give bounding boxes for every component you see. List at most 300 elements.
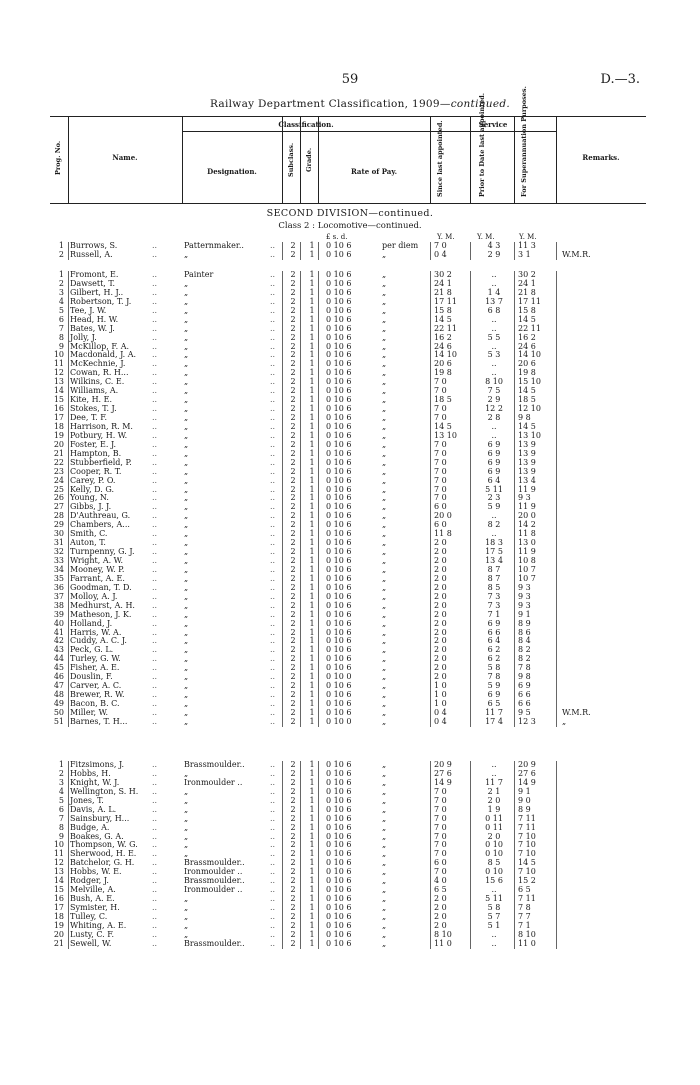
cell-superannuation: 7 10	[518, 840, 536, 850]
cell-prior: 11 7	[485, 707, 503, 717]
cell-prior: 0 10	[485, 849, 503, 859]
leader-dots: ..	[152, 618, 158, 628]
cell-superannuation: 9 1	[518, 609, 531, 619]
cell-grade: 1	[309, 654, 315, 664]
cell-designation: „	[184, 804, 189, 814]
leader-dots: ..	[152, 627, 158, 637]
cell-since-last: 24 1	[434, 278, 452, 288]
cell-designation: „	[184, 413, 189, 422]
cell-since-last: 7 0	[434, 377, 447, 387]
cell-name: Lusty, C. F.	[70, 929, 115, 939]
cell-prog-no: 14	[53, 386, 64, 396]
cell-prior: 8 10	[485, 377, 503, 387]
cell-rate: 0 10 6	[326, 314, 352, 324]
cell-prior: ..	[491, 430, 497, 440]
leader-dots: ..	[152, 760, 158, 769]
column-rule	[68, 271, 69, 727]
cell-since-last: 18 5	[434, 395, 452, 405]
cell-name: Davis, A. L.	[70, 804, 117, 814]
cell-subclass: 2	[290, 804, 296, 814]
cell-since-last: 1 0	[434, 699, 447, 708]
cell-rate: 0 10 0	[326, 672, 352, 682]
cell-name: McKillop, F. A.	[70, 341, 130, 351]
cell-prog-no: 30	[53, 529, 64, 539]
cell-rate: 0 10 6	[326, 600, 352, 610]
cell-since-last: 14 5	[434, 314, 452, 324]
cell-since-last: 19 8	[434, 368, 452, 378]
leader-dots: ..	[270, 278, 276, 288]
leader-dots: ..	[152, 249, 158, 259]
cell-designation: Brassmoulder..	[184, 760, 245, 769]
cell-name: Young, N.	[70, 493, 109, 503]
cell-rate-unit: „	[382, 716, 387, 726]
cell-name: Symister, H.	[70, 903, 120, 912]
cell-superannuation: 7 8	[518, 903, 531, 912]
cell-prior: 4 3	[487, 241, 501, 250]
cell-grade: 1	[309, 591, 315, 601]
cell-since-last: 7 0	[434, 849, 447, 859]
cell-since-last: 7 0	[434, 493, 447, 503]
cell-subclass: 2	[290, 618, 296, 628]
cell-prog-no: 11	[53, 359, 64, 369]
cell-prog-no: 10	[53, 840, 64, 850]
leader-dots: ..	[270, 858, 276, 868]
cell-rate-unit: „	[382, 777, 387, 787]
cell-superannuation: 8 9	[518, 618, 531, 628]
cell-subclass: 2	[290, 421, 296, 431]
cell-rate: 0 10 6	[326, 885, 352, 895]
leader-dots: ..	[152, 903, 158, 912]
leader-dots: ..	[270, 573, 276, 583]
cell-rate: 0 10 6	[326, 699, 352, 708]
cell-subclass: 2	[290, 484, 296, 494]
cell-designation: „	[184, 287, 189, 297]
cell-subclass: 2	[290, 466, 296, 476]
cell-prog-no: 16	[53, 404, 64, 414]
cell-subclass: 2	[290, 760, 296, 769]
cell-prog-no: 27	[53, 502, 64, 512]
cell-since-last: 2 0	[434, 627, 447, 637]
cell-name: Russell, A.	[70, 249, 113, 259]
leader-dots: ..	[270, 538, 276, 548]
cell-designation: „	[184, 520, 189, 530]
cell-rate-unit: „	[382, 618, 387, 628]
cell-rate: 0 10 6	[326, 786, 352, 796]
cell-grade: 1	[309, 475, 315, 485]
cell-since-last: 6 0	[434, 858, 447, 868]
leader-dots: ..	[152, 241, 158, 250]
leader-dots: ..	[152, 564, 158, 574]
cell-grade: 1	[309, 768, 315, 778]
cell-rate: 0 10 6	[326, 457, 352, 467]
leader-dots: ..	[270, 556, 276, 565]
cell-prior: ..	[491, 341, 497, 351]
cell-prior: 2 0	[487, 795, 501, 805]
cell-prior: 6 9	[487, 618, 501, 628]
cell-since-last: 13 10	[434, 430, 457, 440]
leader-dots: ..	[270, 386, 276, 396]
cell-designation: „	[184, 332, 189, 342]
cell-designation: „	[184, 840, 189, 850]
cell-prog-no: 13	[53, 867, 64, 877]
cell-rate: 0 10 6	[326, 350, 352, 360]
cell-since-last: 11 0	[434, 938, 452, 948]
cell-rate: 0 10 6	[326, 493, 352, 503]
cell-name: Gibbs, J. J.	[70, 502, 112, 512]
cell-rate: 0 10 6	[326, 849, 352, 859]
cell-designation: „	[184, 359, 189, 369]
cell-grade: 1	[309, 609, 315, 619]
cell-prior: ..	[491, 359, 497, 369]
cell-superannuation: 9 1	[518, 786, 531, 796]
cell-prog-no: 14	[53, 876, 64, 886]
cell-since-last: 2 0	[434, 894, 447, 904]
leader-dots: ..	[270, 627, 276, 637]
cell-prog-no: 29	[53, 520, 64, 530]
leader-dots: ..	[152, 573, 158, 583]
cell-subclass: 2	[290, 332, 296, 342]
leader-dots: ..	[270, 690, 276, 700]
cell-superannuation: 16 2	[518, 332, 536, 342]
leader-dots: ..	[270, 716, 276, 726]
cell-since-last: 2 0	[434, 618, 447, 628]
cell-subclass: 2	[290, 564, 296, 574]
leader-dots: ..	[152, 849, 158, 859]
cell-since-last: 2 0	[434, 547, 447, 557]
cell-rate: 0 10 6	[326, 627, 352, 637]
cell-prior: 5 8	[487, 903, 501, 912]
cell-prog-no: 33	[53, 556, 64, 565]
cell-name: Carey, P. O.	[70, 475, 116, 485]
cell-rate: 0 10 6	[326, 681, 352, 691]
cell-name: Cowan, R. H...	[70, 368, 129, 378]
cell-prog-no: 3	[58, 287, 64, 297]
class-title: Class 2 : Locomotive—continued.	[278, 221, 422, 231]
cell-rate-unit: „	[382, 359, 387, 369]
leader-dots: ..	[152, 547, 158, 557]
cell-subclass: 2	[290, 547, 296, 557]
leader-dots: ..	[270, 413, 276, 422]
cell-prog-no: 18	[53, 911, 64, 921]
cell-subclass: 2	[290, 502, 296, 512]
cell-designation: „	[184, 457, 189, 467]
cell-rate: 0 10 6	[326, 241, 352, 250]
cell-subclass: 2	[290, 395, 296, 405]
cell-since-last: 17 11	[434, 296, 457, 306]
cell-rate-unit: „	[382, 911, 387, 921]
cell-rate: 0 10 6	[326, 903, 352, 912]
cell-prog-no: 16	[53, 894, 64, 904]
cell-subclass: 2	[290, 529, 296, 539]
cell-name: Miller, W.	[70, 707, 108, 717]
cell-prog-no: 35	[53, 573, 64, 583]
cell-designation: „	[184, 636, 189, 646]
cell-prior: 12 2	[485, 404, 503, 414]
cell-prior: ..	[491, 929, 497, 939]
cell-rate-unit: „	[382, 813, 387, 823]
cell-designation: „	[184, 786, 189, 796]
cell-since-last: 14 5	[434, 421, 452, 431]
cell-rate-unit: „	[382, 341, 387, 351]
cell-prior: 6 8	[487, 305, 501, 315]
cell-designation: „	[184, 672, 189, 682]
cell-prior: 1 9	[487, 804, 501, 814]
cell-superannuation: 8 10	[518, 929, 536, 939]
leader-dots: ..	[270, 938, 276, 948]
cell-subclass: 2	[290, 600, 296, 610]
cell-designation: „	[184, 716, 189, 726]
leader-dots: ..	[152, 813, 158, 823]
cell-prior: 8 2	[487, 520, 501, 530]
column-rule	[300, 242, 301, 260]
header-service: Service	[478, 120, 508, 129]
cell-grade: 1	[309, 813, 315, 823]
cell-designation: „	[184, 911, 189, 921]
cell-name: Wright, A. W.	[70, 556, 124, 565]
cell-superannuation: 24 6	[518, 341, 536, 351]
cell-superannuation: 10 7	[518, 573, 536, 583]
leader-dots: ..	[152, 672, 158, 682]
cell-rate: 0 10 6	[326, 618, 352, 628]
cell-name: Brewer, R. W.	[70, 690, 125, 700]
leader-dots: ..	[152, 377, 158, 387]
cell-prog-no: 4	[58, 786, 64, 796]
cell-rate-unit: „	[382, 332, 387, 342]
cell-prior: 0 11	[485, 822, 503, 832]
cell-rate: 0 10 6	[326, 305, 352, 315]
cell-name: Chambers, A...	[70, 520, 130, 530]
cell-name: Auton, T.	[70, 538, 106, 548]
cell-designation: „	[184, 564, 189, 574]
cell-subclass: 2	[290, 413, 296, 422]
cell-since-last: 7 0	[434, 439, 447, 449]
cell-rate-unit: „	[382, 484, 387, 494]
cell-name: Melville, A.	[70, 885, 116, 895]
cell-grade: 1	[309, 876, 315, 886]
cell-prog-no: 22	[53, 457, 64, 467]
cell-grade: 1	[309, 929, 315, 939]
cell-prog-no: 36	[53, 582, 64, 592]
cell-rate: 0 10 6	[326, 556, 352, 565]
cell-grade: 1	[309, 804, 315, 814]
cell-prior: 5 3	[487, 350, 501, 360]
cell-subclass: 2	[290, 556, 296, 565]
cell-designation: „	[184, 314, 189, 324]
cell-superannuation: 7 1	[518, 920, 531, 930]
cell-name: Kite, H. E.	[70, 395, 113, 405]
cell-superannuation: 9 8	[518, 672, 531, 682]
leader-dots: ..	[152, 448, 158, 458]
cell-grade: 1	[309, 439, 315, 449]
cell-prior: 7 8	[487, 672, 501, 682]
cell-name: D'Authreau, G.	[70, 511, 131, 521]
cell-since-last: 7 0	[434, 840, 447, 850]
cell-name: Jones, T.	[70, 795, 104, 805]
cell-since-last: 2 0	[434, 600, 447, 610]
cell-rate-unit: „	[382, 600, 387, 610]
cell-prog-no: 44	[53, 654, 64, 664]
cell-prior: 13 4	[485, 556, 503, 565]
leader-dots: ..	[270, 305, 276, 315]
cell-designation: „	[184, 645, 189, 655]
cell-prior: 6 9	[487, 439, 501, 449]
cell-prog-no: 39	[53, 609, 64, 619]
cell-rate-unit: „	[382, 831, 387, 841]
cell-name: Cuddy, A. C. J.	[70, 636, 127, 646]
cell-prior: 6 9	[487, 448, 501, 458]
cell-subclass: 2	[290, 636, 296, 646]
cell-prog-no: 5	[58, 305, 64, 315]
cell-designation: „	[184, 278, 189, 288]
leader-dots: ..	[152, 716, 158, 726]
cell-prog-no: 15	[53, 885, 64, 895]
cell-since-last: 2 0	[434, 663, 447, 673]
cell-rate-unit: „	[382, 582, 387, 592]
cell-grade: 1	[309, 547, 315, 557]
cell-rate: 0 10 6	[326, 768, 352, 778]
cell-since-last: 2 0	[434, 911, 447, 921]
cell-subclass: 2	[290, 538, 296, 548]
cell-name: Harrison, R. M.	[70, 421, 133, 431]
cell-rate: 0 10 6	[326, 894, 352, 904]
leader-dots: ..	[270, 475, 276, 485]
column-rule	[318, 242, 319, 260]
cell-designation: Ironmoulder ..	[184, 777, 243, 787]
cell-subclass: 2	[290, 249, 296, 259]
header-classification: Classification.	[278, 120, 334, 129]
cell-since-last: 8 10	[434, 929, 452, 939]
cell-rate: 0 10 6	[326, 323, 352, 333]
cell-prior: 2 9	[487, 249, 501, 259]
cell-prior: 7 1	[487, 609, 501, 619]
cell-prior: 0 10	[485, 840, 503, 850]
cell-superannuation: 8 6	[518, 627, 531, 637]
cell-prog-no: 47	[53, 681, 64, 691]
cell-name: Bates, W. J.	[70, 323, 115, 333]
cell-grade: 1	[309, 287, 315, 297]
cell-rate-unit: „	[382, 314, 387, 324]
cell-since-last: 2 0	[434, 903, 447, 912]
leader-dots: ..	[152, 822, 158, 832]
cell-subclass: 2	[290, 867, 296, 877]
cell-prior: 8 5	[487, 582, 501, 592]
leader-dots: ..	[152, 840, 158, 850]
cell-name: Burrows, S.	[70, 241, 118, 250]
cell-designation: „	[184, 395, 189, 405]
cell-since-last: 7 0	[434, 795, 447, 805]
cell-designation: Brassmoulder..	[184, 876, 245, 886]
cell-prog-no: 38	[53, 600, 64, 610]
column-rule	[68, 761, 69, 949]
cell-subclass: 2	[290, 681, 296, 691]
cell-since-last: 22 11	[434, 323, 457, 333]
cell-rate-unit: „	[382, 296, 387, 306]
cell-prog-no: 2	[58, 249, 64, 259]
leader-dots: ..	[270, 249, 276, 259]
cell-grade: 1	[309, 395, 315, 405]
cell-grade: 1	[309, 484, 315, 494]
cell-since-last: 0 4	[434, 249, 447, 259]
cell-prog-no: 49	[53, 699, 64, 708]
cell-since-last: 7 0	[434, 867, 447, 877]
cell-rate-unit: „	[382, 627, 387, 637]
cell-superannuation: 7 10	[518, 867, 536, 877]
cell-subclass: 2	[290, 341, 296, 351]
cell-grade: 1	[309, 849, 315, 859]
cell-rate-unit: „	[382, 368, 387, 378]
cell-superannuation: 14 5	[518, 858, 536, 868]
cell-prior: 13 7	[485, 296, 503, 306]
cell-designation: „	[184, 386, 189, 396]
leader-dots: ..	[270, 457, 276, 467]
cell-prog-no: 24	[53, 475, 64, 485]
cell-name: Bacon, B. C.	[70, 699, 120, 708]
cell-rate: 0 10 6	[326, 359, 352, 369]
cell-rate-unit: „	[382, 520, 387, 530]
cell-name: Mooney, W. P.	[70, 564, 125, 574]
column-rule	[470, 271, 471, 727]
cell-grade: 1	[309, 663, 315, 673]
cell-superannuation: 20 0	[518, 511, 536, 521]
cell-superannuation: 14 5	[518, 314, 536, 324]
cell-rate: 0 10 6	[326, 511, 352, 521]
leader-dots: ..	[270, 795, 276, 805]
cell-grade: 1	[309, 627, 315, 637]
leader-dots: ..	[152, 777, 158, 787]
leader-dots: ..	[270, 636, 276, 646]
cell-superannuation: 7 11	[518, 822, 536, 832]
cell-superannuation: 20 9	[518, 760, 536, 769]
leader-dots: ..	[152, 520, 158, 530]
cell-prior: 6 9	[487, 457, 501, 467]
cell-prior: ..	[491, 511, 497, 521]
cell-grade: 1	[309, 323, 315, 333]
column-rule	[514, 761, 515, 949]
cell-grade: 1	[309, 760, 315, 769]
cell-rate: 0 10 6	[326, 547, 352, 557]
cell-rate-unit: „	[382, 404, 387, 414]
cell-grade: 1	[309, 858, 315, 868]
leader-dots: ..	[270, 484, 276, 494]
cell-rate-unit: „	[382, 690, 387, 700]
cell-designation: „	[184, 421, 189, 431]
cell-superannuation: 15 2	[518, 876, 536, 886]
cell-superannuation: 10 7	[518, 564, 536, 574]
column-rule	[514, 242, 515, 260]
cell-rate: 0 10 6	[326, 386, 352, 396]
cell-name: Hampton, B.	[70, 448, 122, 458]
leader-dots: ..	[152, 591, 158, 601]
cell-rate-unit: „	[382, 591, 387, 601]
cell-subclass: 2	[290, 645, 296, 655]
cell-rate: 0 10 6	[326, 911, 352, 921]
cell-rate: 0 10 6	[326, 484, 352, 494]
cell-rate-unit: „	[382, 849, 387, 859]
leader-dots: ..	[270, 894, 276, 904]
cell-name: Robertson, T. J.	[70, 296, 132, 306]
leader-dots: ..	[270, 707, 276, 717]
cell-rate: 0 10 6	[326, 529, 352, 539]
cell-prior: ..	[491, 768, 497, 778]
cell-designation: „	[184, 600, 189, 610]
leader-dots: ..	[270, 270, 276, 279]
cell-subclass: 2	[290, 654, 296, 664]
leader-dots: ..	[270, 332, 276, 342]
cell-name: Holland, J.	[70, 618, 113, 628]
cell-since-last: 20 9	[434, 760, 452, 769]
cell-superannuation: 6 5	[518, 885, 531, 895]
cell-rate: 0 10 6	[326, 413, 352, 422]
